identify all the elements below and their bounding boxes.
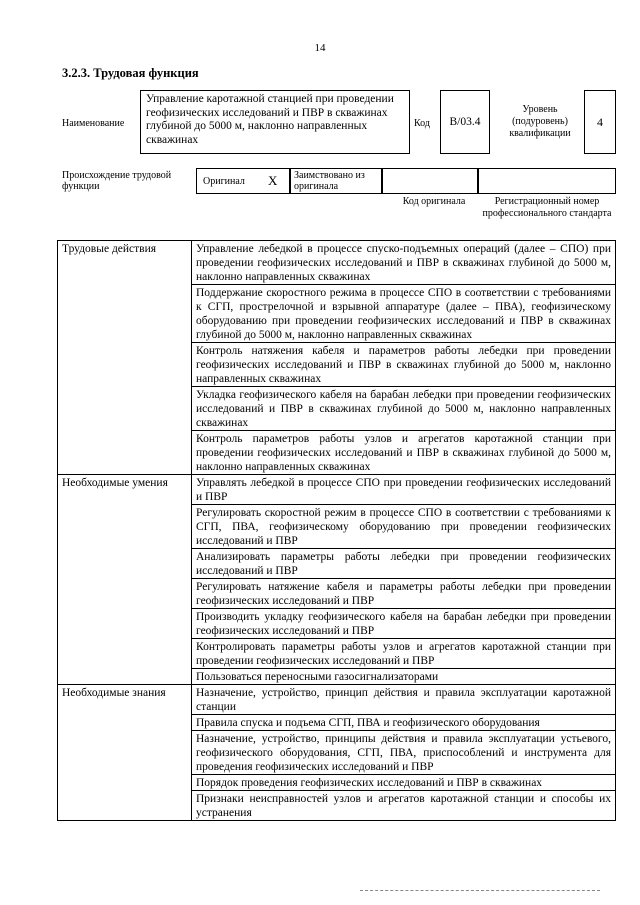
item-cell: Порядок проведения геофизических исследований и ПВР в скважинах [192,775,616,791]
item-cell: Укладка геофизического кабеля на барабан лебедки при проведении геофизических исследований и ПВР в скважинах глубиной до 5000 м, наклонно направленных скважинах [192,387,616,431]
bottom-divider [360,890,600,891]
qualification-level: 4 [584,90,616,154]
item-cell: Анализировать параметры работы лебедки при проведении геофизических исследований и ПВР [192,549,616,579]
original-label: Оригинал [203,175,245,187]
item-cell: Контроль натяжения кабеля и параметров работы лебедки при проведении геофизических исследований и ПВР в скважинах глубиной до 5000 м, наклонно направленных скважинах [192,343,616,387]
borrowed-label: Заимствовано из оригинала [290,168,382,194]
function-table [57,240,616,821]
item-cell: Контролировать параметры работы узлов и агрегатов каротажной станции при проведении геофизических исследований и ПВР [192,639,616,669]
category-cell: Необходимые знания [58,685,192,821]
name-label: Наименование [62,118,125,129]
item-cell: Производить укладку геофизического кабеля на барабан лебедки при проведении геофизических исследований и ПВР [192,609,616,639]
function-code: B/03.4 [440,90,490,154]
reg-number-label: Регистрационный номер профессионального стандарта [482,196,612,219]
item-cell: Пользоваться переносными газосигнализаторами [192,669,616,685]
item-cell: Управлять лебедкой в процессе СПО при проведении геофизических исследований и ПВР [192,475,616,505]
item-cell: Правила спуска и подъема СГП, ПВА и геофизического оборудования [192,715,616,731]
category-cell: Необходимые умения [58,475,192,685]
item-cell: Назначение, устройство, принцип действия и правила эксплуатации каротажной станции [192,685,616,715]
table-row [58,475,616,505]
page-number: 14 [314,42,326,54]
item-cell: Назначение, устройство, принципы действия и правила эксплуатации устьевого, геофизического оборудования, СГП, ПВА, приспособлений и инструмента для проведения геофизических исследований и ПВР [192,731,616,775]
table-row [58,685,616,715]
original-mark: X [268,173,278,188]
item-cell: Признаки неисправностей узлов и агрегатов каротажной станции и способы их устранения [192,791,616,821]
section-title: 3.2.3. Трудовая функция [62,66,199,80]
item-cell: Регулировать скоростной режим в процессе СПО в соответствии с требованиями к СГП, ПВА, геофизическому оборудованию при проведении геофизических исследований и ПВР [192,505,616,549]
code-original-label: Код оригинала [402,196,466,207]
code-label: Код [414,118,430,129]
category-cell: Трудовые действия [58,241,192,475]
item-cell: Поддержание скоростного режима в процессе СПО в соответствии с требованиями к СГП, прострелочной и взрывной аппаратуре (далее – ПВА), геофизическому оборудованию при проведении геофизических исследований и ПВР в скважинах глубиной до 5000 м, наклонно направленных скважинах [192,285,616,343]
reg-number-cell [478,168,616,194]
item-cell: Регулировать натяжение кабеля и параметры работы лебедки при проведении геофизических исследований и ПВР [192,579,616,609]
item-cell: Контроль параметров работы узлов и агрегатов каротажной станции при проведении геофизических исследований и ПВР в скважинах глубиной до 5000 м, наклонно направленных скважинах [192,431,616,475]
function-name: Управление каротажной станцией при проведении геофизических исследований и ПВР в скважинах глубиной до 5000 м, наклонно направленных скважинах [140,90,410,154]
origin-label: Происхождение трудовой функции [62,170,172,192]
original-code-cell [382,168,478,194]
qualification-level-label: Уровень (подуровень) квалификации [509,104,571,139]
table-row [58,241,616,285]
item-cell: Управление лебедкой в процессе спуско-подъемных операций (далее – СПО) при проведении геофизических исследований и ПВР в скважинах глубиной до 5000 м, наклонно направленных скважинах [192,241,616,285]
